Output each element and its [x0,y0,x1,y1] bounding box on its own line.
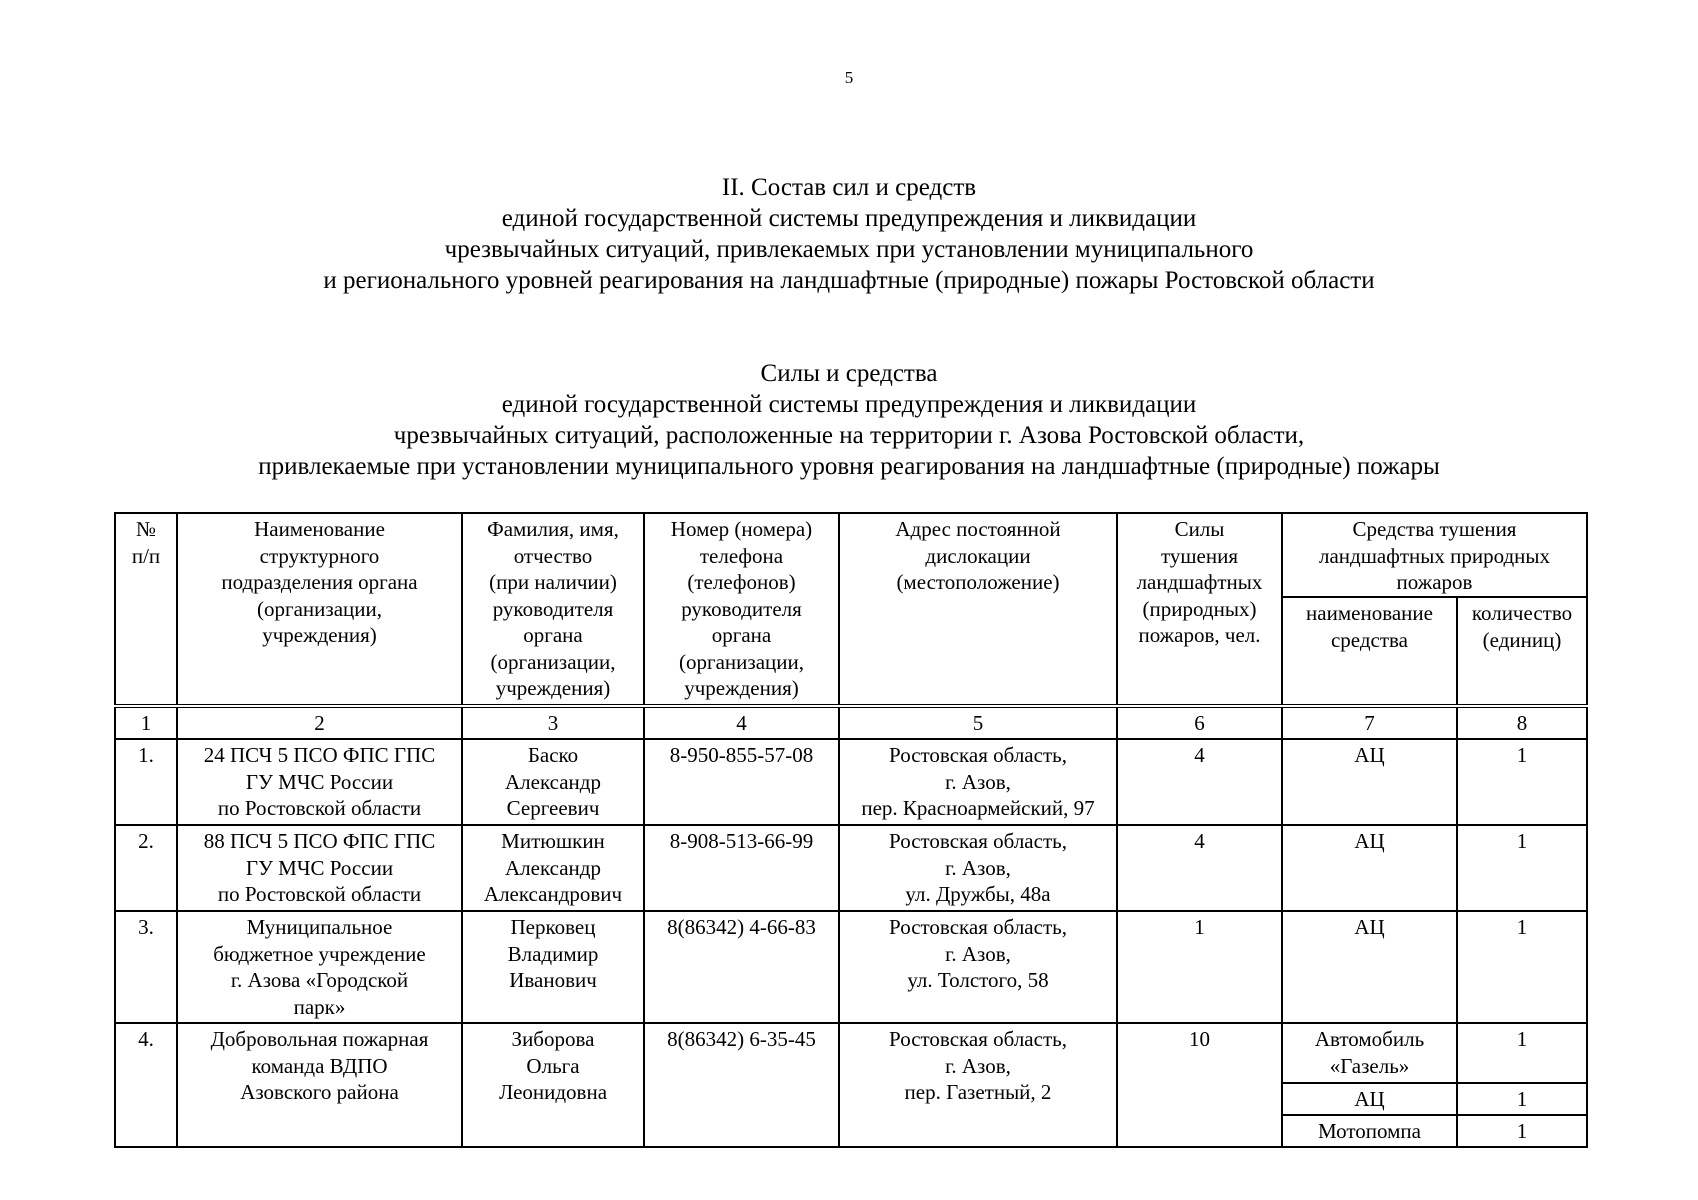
header-forces: Силы тушения ландшафтных (природных) пожаров, чел. [1136,517,1263,647]
row-forces: 1 [1117,911,1282,1023]
section-heading-line: II. Состав сил и средств [721,174,977,201]
row-phone: 8(86342) 4-66-83 [644,911,839,1023]
column-number: 6 [1117,706,1282,739]
column-number: 7 [1282,706,1457,739]
table-row [115,825,1587,911]
row-phone: 8-908-513-66-99 [644,825,839,911]
table-row [115,911,1587,1023]
column-number: 4 [644,706,839,739]
row-num: 4. [115,1023,177,1147]
row-phone: 8-950-855-57-08 [644,739,839,825]
row-means-name: АЦ [1282,739,1457,825]
row-means-name: Мотопомпа [1282,1115,1457,1147]
row-means-qty: 1 [1457,1115,1587,1147]
table-heading-line: привлекаемые при установлении муниципального уровня реагирования на ландшафтные (природные) пожары [258,453,1440,480]
header-means-name: наименование средства [1306,601,1433,652]
header-phone: Номер (номера) телефона (телефонов) руководителя органа (организации, учреждения) [670,517,813,700]
row-phone: 8(86342) 6-35-45 [644,1023,839,1147]
row-org: Муниципальное бюджетное учреждение г. Азова «Городской парк» [213,915,426,1019]
table-row [115,1023,1587,1083]
row-address: Ростовская область, г. Азов, ул. Толстого, 58 [889,915,1067,992]
row-forces: 10 [1117,1023,1282,1147]
row-num: 1. [115,739,177,825]
column-number: 8 [1457,706,1587,739]
row-forces: 4 [1117,739,1282,825]
row-head: Перковец Владимир Иванович [507,915,599,992]
row-num: 2. [115,825,177,911]
row-means-qty: 1 [1457,739,1587,825]
column-number: 1 [115,706,177,739]
row-means-name: АЦ [1282,825,1457,911]
table-heading-line: единой государственной системы предупреждения и ликвидации [501,391,1197,418]
row-means-name: АЦ [1282,911,1457,1023]
header-means: Средства тушения ландшафтных природных пожаров [1319,517,1550,594]
row-address: Ростовская область, г. Азов, ул. Дружбы, 48а [889,829,1067,906]
header-num: № п/п [131,517,161,568]
row-means-name: АЦ [1282,1083,1457,1115]
section-heading-line: чрезвычайных ситуаций, привлекаемых при установлении муниципального [444,236,1254,263]
header-means-qty: количество (единиц) [1471,601,1573,652]
row-address: Ростовская область, г. Азов, пер. Красноармейский, 97 [861,743,1095,820]
table-row [115,739,1587,825]
row-means-name: Автомобиль «Газель» [1314,1027,1425,1078]
row-org: 88 ПСЧ 5 ПСО ФПС ГПС ГУ МЧС России по Ростовской области [203,829,436,906]
row-org: 24 ПСЧ 5 ПСО ФПС ГПС ГУ МЧС России по Ростовской области [203,743,436,820]
row-head: Митюшкин Александр Александрович [483,829,623,906]
row-org: Добровольная пожарная команда ВДПО Азовского района [210,1027,429,1104]
section-heading [0,172,1698,296]
row-address: Ростовская область, г. Азов, пер. Газетный, 2 [889,1027,1067,1104]
row-forces: 4 [1117,825,1282,911]
table-heading-line: чрезвычайных ситуаций, расположенные на территории г. Азова Ростовской области, [393,422,1305,449]
column-number-row [115,706,1587,739]
table-header-row [115,513,1587,597]
row-means-qty: 1 [1457,1083,1587,1115]
section-heading-line: и регионального уровней реагирования на ландшафтные (природные) пожары Ростовской области [323,267,1375,294]
forces-table [114,512,1588,1148]
column-number: 5 [839,706,1117,739]
column-number: 2 [177,706,462,739]
row-head: Зиборова Ольга Леонидовна [498,1027,608,1104]
row-means-qty: 1 [1457,1023,1587,1083]
page-number: 5 [844,68,854,87]
row-head: Баско Александр Сергеевич [505,743,601,820]
row-means-qty: 1 [1457,825,1587,911]
table-heading [0,358,1698,482]
column-number: 3 [462,706,644,739]
section-heading-line: единой государственной системы предупреждения и ликвидации [501,205,1197,232]
row-num: 3. [115,911,177,1023]
table-heading-line: Силы и средства [760,360,938,387]
header-org: Наименование структурного подразделения органа (организации, учреждения) [221,517,418,647]
header-head: Фамилия, имя, отчество (при наличии) руководителя органа (организации, учреждения) [487,517,619,700]
header-address: Адрес постоянной дислокации (местоположение) [895,517,1061,594]
row-means-qty: 1 [1457,911,1587,1023]
